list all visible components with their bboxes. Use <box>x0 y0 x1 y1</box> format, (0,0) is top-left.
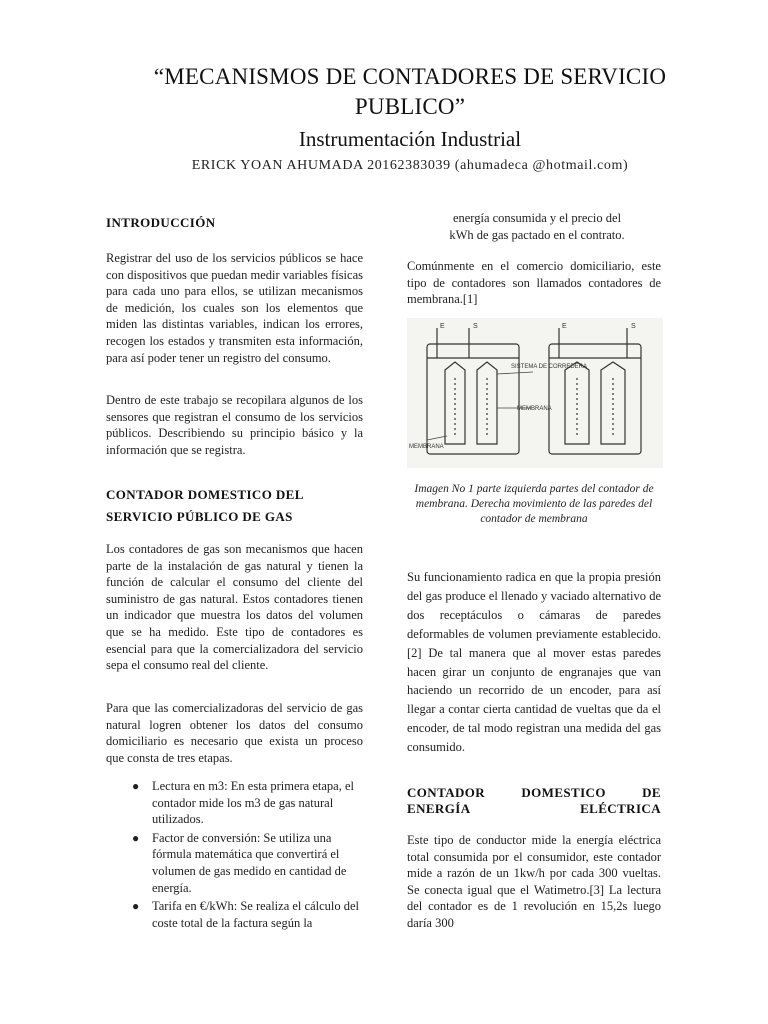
continuation-text: energía consumida y el precio del kWh de gas pactado en el contrato. <box>449 211 625 242</box>
list-item-text: Factor de conversión: Se utiliza una fórmula matemática que convertirá el volumen de gas medido en cantidad de energía. <box>152 830 347 895</box>
gas-paragraph-2: Para que las comercializadoras del servicio de gas natural logren obtener los datos del consumo domiciliario es necesario que exista un proceso que consta de tres etapas. <box>106 701 363 765</box>
intro-paragraph-1: Registrar del uso de los servicios públicos se hace con dispositivos que puedan medir variables físicas para cada uno para ellos, se utilizan mecanismos de medición, los cuales son los elementos que miden las distintas variables, indican los errores, recogen los estados y transmiten esta información, para así poder tener un registro del consumo. <box>106 251 363 365</box>
bullet-icon: ● <box>132 899 140 914</box>
operation-paragraph: Su funcionamiento radica en que la propia presión del gas produce el llenado y vaciado alternativo de dos receptáculos o cámaras de paredes deformables de volumen previamente establecido.[2] De tal manera que al mover estas paredes hacen girar un conjunto de engranajes que van haciendo un recorrido de un encoder, para así llegar a contar cierta cantidad de vueltas que da el encoder, de tal modo registran una medida del gas consumido. <box>407 570 661 755</box>
intro-paragraph-2: Dentro de este trabajo se recopilara algunos de los sensores que registran el consumo de los servicios públicos. Describiendo su principio básico y la información que se registra. <box>106 393 363 457</box>
electric-paragraph: Este tipo de conductor mide la energía eléctrica total consumida por el consumidor, este contador mide a razón de un 1kw/h por cada 300 vueltas. Se conecta igual que el Watimetro.[3] La lectura del contador es de 1 revolución en 15,2s luego daría 300 <box>407 833 661 930</box>
list-item <box>106 830 363 896</box>
bullet-icon: ● <box>132 830 140 845</box>
electric-heading: CONTADOR DOMESTICO DE ENERGÍA ELÉCTRICA <box>407 785 661 816</box>
list-item <box>106 898 363 931</box>
figure-caption: Imagen No 1 parte izquierda partes del contador de membrana. Derecha movimiento de las paredes del contador de membrana <box>414 483 654 525</box>
intro-heading: INTRODUCCIÓN <box>106 215 216 230</box>
entry-label-right: E <box>562 323 567 330</box>
sliding-system-label: SISTEMA DE CORREDERA <box>511 364 588 370</box>
gas-paragraph-1: Los contadores de gas son mecanismos que hacen parte de la instalación de gas natural y tienen la función de calcular el consumo del cliente del suministro de gas natural. Estos contadores tienen un indicador que muestra los datos del volumen que se ha medido. Este tipo de contadores es esencial para que la comercializadora del servicio sepa el consumo real del cliente. <box>106 542 363 673</box>
exit-label: S <box>473 323 478 330</box>
list-item-text: Lectura en m3: En esta primera etapa, el contador mide los m3 de gas natural utilizados. <box>152 779 354 827</box>
list-item-text: Tarifa en €/kWh: Se realiza el cálculo del coste total de la factura según la <box>152 899 360 930</box>
membrane-label-bottom: MEMBRANA <box>409 444 444 450</box>
stages-list <box>106 778 363 933</box>
list-item <box>106 778 363 828</box>
entry-label: E <box>440 323 445 330</box>
bullet-icon: ● <box>132 779 140 793</box>
membrane-label: MEMBRANA <box>517 406 552 412</box>
exit-label-right: S <box>631 323 636 330</box>
membrane-paragraph: Comúnmente en el comercio domiciliario, este tipo de contadores son llamados contadores de membrana.[1] <box>407 259 661 307</box>
document-title: “MECANISMOS DE CONTADORES DE SERVICIO PUBLICO” <box>153 64 667 119</box>
membrane-meter-figure <box>407 318 663 468</box>
gas-heading: CONTADOR DOMESTICO DEL SERVICIO PÚBLICO DE GAS <box>106 487 304 524</box>
document-subtitle: Instrumentación Industrial <box>298 127 522 151</box>
author-line: ERICK YOAN AHUMADA 20162383039 (ahumadeca @hotmail.com) <box>191 158 629 173</box>
membrane-meter-diagram <box>407 318 663 468</box>
